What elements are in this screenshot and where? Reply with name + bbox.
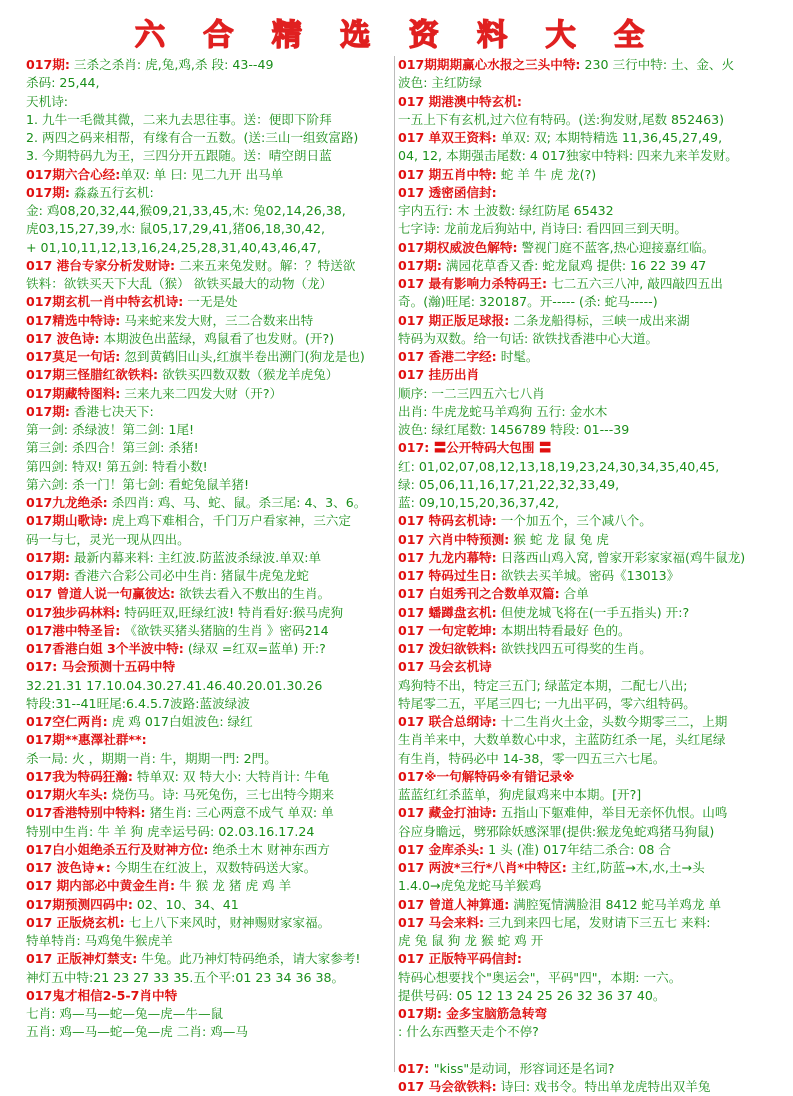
right-line-heading: 017 最有影响力杀特码王: — [398, 276, 548, 291]
right-line-heading: 017 蟠蹲盘玄机: — [398, 604, 497, 620]
left-line-heading: 017香港白姐 3个半波中特: — [26, 641, 184, 656]
right-line — [398, 604, 770, 622]
right-line — [398, 202, 770, 220]
left-line-heading: 017 正版烧玄机: — [26, 914, 125, 930]
right-line-text: 特尾零二五，平尾三四七; 一九出平码，零六组特码。 — [398, 695, 696, 711]
right-line-text: 宇内五行: 木 土波数: 绿红防尾 65432 — [398, 203, 614, 218]
right-line-text: 合单 — [559, 586, 589, 602]
left-line — [26, 750, 392, 768]
right-line-heading: 017 期正版足球报: — [398, 312, 510, 328]
left-line-heading: 017白小姐绝杀五行及财神方位: — [26, 841, 209, 857]
right-line-heading: 017 白姐秀刊之合数单双篇: — [398, 586, 560, 602]
left-line-heading: 017期: — [26, 184, 70, 200]
left-line — [26, 877, 392, 895]
right-line — [398, 1078, 770, 1096]
right-line — [398, 969, 770, 987]
right-line — [398, 549, 770, 567]
left-line-heading: 017期玄机一肖中特玄机诗: — [26, 294, 184, 310]
left-line — [26, 220, 392, 238]
right-line-heading: 017 两波*三行*八肖*中特区: — [398, 860, 567, 875]
right-line — [398, 1060, 770, 1078]
right-line-heading: 017 曾道人神算通: — [398, 896, 510, 912]
right-line-text: 绿: 05,06,11,16,17,21,22,32,33,49, — [398, 476, 620, 492]
left-line-text: 香港七决天下: — [69, 403, 154, 419]
right-line-heading: 017 马会欲铁料: — [398, 1079, 497, 1094]
left-line — [26, 640, 392, 658]
left-line — [26, 932, 392, 950]
left-line-text: 二来五来兔发财。解：？特送欲 — [175, 257, 356, 273]
right-line-heading: 017 挂历出肖 — [398, 367, 480, 383]
left-line-text: 第六剑: 杀一门！第七剑: 看蛇兔鼠羊猪! — [26, 476, 250, 492]
left-column — [26, 56, 392, 1074]
right-line-text: 提供号码: 05 12 13 24 25 26 32 36 37 40。 — [398, 987, 666, 1003]
left-line — [26, 859, 392, 877]
right-line-text: 猴 蛇 龙 鼠 兔 虎 — [509, 531, 609, 547]
left-line-text: 特单双: 双 特大小: 大特肖计: 牛龟 — [132, 768, 330, 784]
left-line — [26, 896, 392, 914]
left-line — [26, 531, 392, 549]
left-line-text: 神灯五中特:21 23 27 33 35.五个平:01 23 34 36 38。 — [26, 969, 345, 985]
left-line-text: 第一剑: 杀绿波！第二剑: 1尾! — [26, 422, 195, 437]
right-line — [398, 987, 770, 1005]
right-line — [398, 74, 770, 92]
right-line — [398, 1042, 770, 1060]
left-line-heading: 017期: — [26, 549, 70, 565]
left-line-heading: 017 港台专家分析发财诗: — [26, 257, 176, 273]
right-line-text: 一五上下有玄机,过六位有特码。(送:狗发财,尾数 852463) — [398, 111, 725, 127]
left-line — [26, 786, 392, 804]
left-line-text: 第三剑: 杀四合！第三剑: 杀猪! — [26, 440, 199, 456]
right-line-text: 出肖: 牛虎龙蛇马羊鸡狗 五行: 金水木 — [398, 403, 608, 419]
right-line-text: 特码为双数。给一句话: 欲铁找香港中心大道。 — [398, 330, 659, 346]
left-line-heading: 017期三怪腊红欲铁料: — [26, 367, 159, 383]
left-line-text: + 01,10,11,12,13,16,24,25,28,31,40,43,46,47, — [26, 239, 321, 255]
right-line — [398, 1005, 770, 1023]
left-line-heading: 017期六合心经: — [26, 166, 121, 182]
left-line — [26, 494, 392, 512]
left-line — [26, 1023, 392, 1041]
right-line-heading: 017期权威波色解特: — [398, 239, 518, 255]
right-line-heading: 017期期期赢心水报之三头中特: — [398, 57, 581, 72]
right-line-text: 虎 兔 鼠 狗 龙 猴 蛇 鸡 开 — [398, 933, 544, 948]
left-line-heading: 017 正版神灯禁支: — [26, 951, 138, 967]
right-line-heading: 017 金库杀头: — [398, 841, 485, 857]
right-line-text: 鸡狗特不出，特定三五门; 绿蓝定本期，二配七八出; — [398, 677, 688, 693]
right-line-text: 1.4.0→虎兔龙蛇马羊猴鸡 — [398, 878, 542, 894]
right-line — [398, 239, 770, 257]
right-line-heading: 017: 〓公开特码大包围 〓 — [398, 440, 552, 456]
left-line-text: 《欲铁买猪头猪脑的生肖 》密码214 — [120, 622, 329, 638]
page-title-text: 六 合 精 选 资 料 大 全 — [134, 18, 659, 53]
right-line — [398, 677, 770, 695]
right-line — [398, 786, 770, 804]
left-line-text: 五肖: 鸡—马—蛇—兔—虎 二肖: 鸡—马 — [26, 1024, 248, 1040]
left-line — [26, 56, 392, 74]
left-line — [26, 987, 392, 1005]
left-line — [26, 184, 392, 202]
left-line-text: 特单特肖: 马鸡兔牛猴虎羊 — [26, 933, 173, 948]
right-line — [398, 403, 770, 421]
left-line — [26, 969, 392, 987]
right-line — [398, 658, 770, 676]
left-line-text: 忽到黄鹤旧山头,红旗半卷出溯门(狗龙是也) — [120, 349, 365, 364]
right-line — [398, 841, 770, 859]
left-line-text: 特别中生肖: 牛 羊 狗 虎幸运号码: 02.03.16.17.24 — [26, 823, 315, 839]
right-line-text: 蓝: 09,10,15,20,36,37,42, — [398, 495, 560, 510]
left-line — [26, 348, 392, 366]
left-line — [26, 239, 392, 257]
right-line-heading: 017期: — [398, 257, 442, 273]
right-line — [398, 257, 770, 275]
left-line — [26, 312, 392, 330]
right-line-text: 日落西山鸡入窝, 曾家开彩家家福(鸡牛鼠龙) — [496, 549, 746, 565]
right-line — [398, 385, 770, 403]
right-line-text: 04, 12, 本期强击尾数: 4 017独家中特料: 四来九来羊发财。 — [398, 148, 738, 164]
right-line-text: 蛇 羊 牛 虎 龙(?) — [496, 166, 597, 182]
left-line — [26, 293, 392, 311]
left-line-heading: 017空仁两肖: — [26, 714, 108, 729]
right-line — [398, 731, 770, 749]
right-line-text: 本期出特看最好 色的。 — [496, 622, 631, 638]
left-line — [26, 1005, 392, 1023]
left-line-text: 马来蛇来发大财，三二合数来出特 — [120, 312, 314, 328]
right-line — [398, 823, 770, 841]
right-line-text: : 什么东西整天走个不停? — [398, 1024, 539, 1040]
right-line — [398, 567, 770, 585]
left-line — [26, 841, 392, 859]
left-line-text: 猪生肖: 三心两意不成气 单双: 单 — [145, 805, 334, 821]
right-line-text: 蓝蓝红红杀蓝单，狗虎鼠鸡来中本期。[开?] — [398, 787, 642, 802]
left-line-text: 绝杀土木 财神东西方 — [208, 841, 330, 857]
right-line — [398, 585, 770, 603]
right-line-text: 满园花草香又香: 蛇龙鼠鸡 提供: 16 22 39 47 — [441, 257, 707, 273]
left-line — [26, 804, 392, 822]
left-line-heading: 017 曾道人说一句赢彼达: — [26, 586, 176, 602]
right-line-text: 警视门庭不蓝客,热心迎接嘉红临。 — [517, 239, 715, 255]
left-line — [26, 421, 392, 439]
right-line-text: 五指山下躯难伸，举目无亲怀仇恨。山鸣 — [496, 805, 728, 821]
left-line — [26, 147, 392, 165]
left-line-text: 1. 九牛一毛微其微，二来九去思往事。送：便即下阶拜 — [26, 111, 332, 127]
right-line-text: 三九到来四七尾，发财请下三五七 来料: — [484, 914, 711, 930]
right-line-text: 七二五六三八冲, 敲四敲四五出 — [547, 276, 723, 291]
right-line-text: 二条龙船得标，三峡一成出来湖 — [509, 312, 690, 328]
left-line-text: 金: 鸡08,20,32,44,猴09,21,33,45,木: 兔02,14,26,38, — [26, 203, 346, 218]
left-line-text: 虎 鸡 017白姐波色: 绿红 — [107, 714, 253, 729]
right-line — [398, 640, 770, 658]
left-line-text: 今期生在红波上，双数特码送大家。 — [110, 860, 317, 875]
right-line — [398, 877, 770, 895]
left-line-text: 32.21.31 17.10.04.30.27.41.46.40.20.01.30.26 — [26, 677, 323, 693]
right-line-heading: 017 一句定乾坤: — [398, 622, 497, 638]
right-line-text: 单双: 双; 本期特精选 11,36,45,27,49, — [496, 130, 723, 145]
right-line-text: 七字诗: 龙前龙后狗站中, 肖诗曰: 看四回三到天明。 — [398, 221, 687, 237]
right-line-heading: 017 香港二字经: — [398, 349, 497, 364]
left-line-text: 3. 今期特码九为王，三四分开五跟随。送：晴空朗日蓝 — [26, 148, 332, 164]
right-line — [398, 512, 770, 530]
left-line-text: 淼淼五行玄机: — [69, 184, 154, 200]
left-line-heading: 017 波色诗★: — [26, 860, 111, 875]
right-line — [398, 713, 770, 731]
right-line — [398, 750, 770, 768]
right-line — [398, 439, 770, 457]
right-line-heading: 017 泼妇欲铁料: — [398, 641, 497, 656]
left-line-text: 杀码: 25,44, — [26, 75, 100, 91]
right-line — [398, 622, 770, 640]
left-line-text: 牛 猴 龙 猪 虎 鸡 羊 — [175, 878, 292, 894]
left-line — [26, 458, 392, 476]
left-line-text: 七上八下来风时，财神赐财家家福。 — [124, 914, 331, 930]
left-line — [26, 695, 392, 713]
right-line-text: 诗曰: 戏书令。特出单龙虎特出双羊兔 — [496, 1079, 711, 1094]
left-line-heading: 017 波色诗: — [26, 330, 100, 346]
right-line-text: 奇。(瀚)旺尾: 320187。开----- (杀: 蛇马-----) — [398, 294, 658, 310]
left-line-text: 特段:31--41旺尾:6.4.5.7波路:蓝波绿波 — [26, 695, 250, 711]
right-line — [398, 531, 770, 549]
right-line — [398, 458, 770, 476]
right-line-heading: 017 联合总纲诗: — [398, 714, 497, 729]
right-line-text: 满腔冤情满脸泪 8412 蛇马羊鸡龙 单 — [509, 896, 722, 912]
left-line — [26, 257, 392, 275]
left-line — [26, 330, 392, 348]
left-line-heading: 017期火车头: — [26, 787, 108, 802]
left-line-text: 杀四肖: 鸡、马、蛇、鼠。杀三尾: 4、3、6。 — [107, 495, 367, 510]
left-line — [26, 275, 392, 293]
right-line — [398, 914, 770, 932]
left-line-text: (绿双 =红双=蓝单) 开:? — [183, 641, 326, 656]
right-line-text: "kiss"是动词，形容词还是名词? — [433, 1060, 615, 1076]
right-line-text: 波色: 绿红尾数: 1456789 特段: 01---39 — [398, 422, 630, 437]
left-line-heading: 017期: — [26, 403, 70, 419]
left-line-text: 天机诗: — [26, 93, 69, 109]
right-line-text: 谷应身瞻远，劈邪除妖感深罪(提供:猴龙兔蛇鸡猪马狗鼠) — [398, 823, 715, 839]
left-line-heading: 017精选中特诗: — [26, 312, 121, 328]
left-line-heading: 017: 马会预测十五码中特 — [26, 659, 176, 675]
right-line — [398, 932, 770, 950]
left-line-heading: 017期: — [26, 57, 70, 72]
left-line-text: 铁料：欲铁买天下大乱（猴） 欲铁买最大的动物（龙） — [26, 276, 333, 291]
right-line-text: 有生肖，特码必中 14-38，零一四五三六七尾。 — [398, 750, 666, 766]
left-line-text: 欲铁去看入不敷出的生肖。 — [175, 586, 331, 602]
right-line — [398, 275, 770, 293]
left-line-heading: 017鬼才相信2-5-7肖中特 — [26, 987, 178, 1003]
right-line-text: 欲铁找四五可得奖的生肖。 — [496, 641, 652, 656]
right-line — [398, 804, 770, 822]
left-line — [26, 111, 392, 129]
left-line-heading: 017港中特圣旨: — [26, 622, 121, 638]
right-line — [398, 147, 770, 165]
right-line-heading: 017期: 金多宝脑筋急转弯 — [398, 1006, 548, 1021]
right-line — [398, 293, 770, 311]
right-line — [398, 129, 770, 147]
left-line-heading: 017我为特码狂瀚: — [26, 768, 133, 784]
left-line-text: 香港六合彩公司必中生肖: 猪鼠牛虎兔龙蛇 — [69, 568, 309, 583]
left-line-text: 虎上鸡下难相合，千门万户看家神，三六定 — [107, 513, 351, 529]
left-line-heading: 017独步码林料: — [26, 604, 121, 620]
left-line — [26, 202, 392, 220]
left-line-text: 2. 两四之码来相帮，有缘有合一五数。(送:三山一组致富路) — [26, 130, 359, 145]
right-line-text: 十二生肖火土金，头数今期零三二，上期 — [496, 714, 728, 729]
right-line-heading: 017 特码玄机诗: — [398, 513, 497, 529]
left-line — [26, 476, 392, 494]
right-line — [398, 476, 770, 494]
left-line-heading: 017期: — [26, 568, 70, 583]
left-line — [26, 768, 392, 786]
left-line — [26, 129, 392, 147]
right-line-text: 但使龙城飞将在(一手五指头) 开:? — [496, 604, 690, 620]
right-line-heading: 017 正版特平码信封: — [398, 951, 522, 967]
left-line — [26, 677, 392, 695]
right-line — [398, 56, 770, 74]
left-line — [26, 914, 392, 932]
right-line-text: 1 头 (准) 017年结二杀合: 08 合 — [484, 841, 672, 857]
left-line — [26, 403, 392, 421]
left-line — [26, 713, 392, 731]
right-column — [398, 56, 770, 1094]
left-line — [26, 585, 392, 603]
right-line-heading: 017 单双王资料: — [398, 130, 497, 145]
right-line — [398, 366, 770, 384]
right-line-text: 顺序: 一二三四五六七八肖 — [398, 385, 545, 401]
left-line-text: 虎03,15,27,39,水: 鼠05,17,29,41,猪06,18,30,42, — [26, 221, 325, 237]
left-line-heading: 017香港特别中特料: — [26, 805, 146, 821]
left-line-text: 三来九来二四发大财（开?） — [120, 385, 283, 401]
right-line — [398, 184, 770, 202]
right-line — [398, 93, 770, 111]
left-line-text: 第四剑: 特双! 第五剑: 特看小数! — [26, 458, 208, 474]
right-line-heading: 017 透密函信封: — [398, 184, 497, 200]
left-line-text: 02、10、34、41 — [132, 896, 239, 912]
right-line — [398, 950, 770, 968]
right-line-text: 红: 01,02,07,08,12,13,18,19,23,24,30,34,35,40,45, — [398, 458, 720, 474]
right-line — [398, 312, 770, 330]
right-line-text: 生肖羊来中，大数单数心中求，主蓝防红杀一尾，头红尾绿 — [398, 732, 726, 748]
right-line-heading: 017 六肖中特预测: — [398, 531, 510, 547]
left-line — [26, 622, 392, 640]
left-line-text: 七肖: 鸡—马—蛇—兔—虎—牛—鼠 — [26, 1006, 224, 1021]
right-line-heading: 017 特码过生日: — [398, 568, 497, 583]
right-line-text: 时髦。 — [496, 349, 539, 364]
right-line-heading: 017 期五肖中特: — [398, 166, 497, 182]
left-line — [26, 731, 392, 749]
left-line — [26, 385, 392, 403]
left-line — [26, 166, 392, 184]
left-line-text: 三杀之杀肖: 虎,兔,鸡,杀 段: 43--49 — [69, 57, 274, 72]
left-line-heading: 017期**惠澤社群**: — [26, 732, 147, 748]
right-line-heading: 017 期港澳中特玄机: — [398, 93, 522, 109]
left-line-heading: 017莫足一句话: — [26, 349, 121, 364]
right-line — [398, 494, 770, 512]
left-line — [26, 439, 392, 457]
right-line-heading: 017※一句解特码※有错记录※ — [398, 768, 575, 784]
left-line — [26, 604, 392, 622]
left-line-text: 码一与七，灵光一现从四出。 — [26, 531, 190, 547]
left-line-text: 单双: 单 曰: 见二九开 出马单 — [120, 166, 284, 182]
right-line — [398, 896, 770, 914]
right-line — [398, 166, 770, 184]
right-line-text: 一个加五个，三个减八个。 — [496, 513, 652, 529]
left-line-text: 牛兔。此乃神灯特码绝杀，请大家参考! — [137, 951, 361, 967]
left-line-heading: 017期山歌诗: — [26, 513, 108, 529]
right-line — [398, 859, 770, 877]
left-line-heading: 017九龙绝杀: — [26, 495, 108, 510]
right-line — [398, 348, 770, 366]
right-line — [398, 1023, 770, 1041]
left-line-text: 烧伤马。诗: 马死兔伤，三七出特今期来 — [107, 787, 335, 802]
column-divider — [394, 56, 395, 1072]
right-line-heading: 017 马会来料: — [398, 914, 485, 930]
right-line-text: 230 三行中特: 土、金、火 — [580, 57, 735, 72]
right-line — [398, 695, 770, 713]
right-line-text: 波色: 主红防绿 — [398, 75, 482, 91]
left-line — [26, 74, 392, 92]
left-line — [26, 549, 392, 567]
left-line-heading: 017期藏特图料: — [26, 385, 121, 401]
right-line — [398, 330, 770, 348]
left-line-text: 一无是处 — [183, 294, 238, 310]
left-line-text: 欲铁买四数双数（猴龙羊虎兔） — [158, 367, 339, 383]
left-line — [26, 567, 392, 585]
right-line-heading: 017: — [398, 1060, 434, 1076]
right-line-heading: 017 马会玄机诗 — [398, 659, 492, 675]
right-line — [398, 111, 770, 129]
left-line-heading: 017期预测四码中: — [26, 896, 133, 912]
left-line — [26, 950, 392, 968]
right-line-text: 欲铁去买羊城。密码《13013》 — [496, 568, 680, 583]
left-line — [26, 823, 392, 841]
right-line — [398, 220, 770, 238]
left-line — [26, 366, 392, 384]
right-line — [398, 768, 770, 786]
right-line-text: 主红,防蓝→木,水,土→头 — [566, 860, 705, 875]
left-line — [26, 93, 392, 111]
left-line-heading: 017 期内部必中黄金生肖: — [26, 878, 176, 894]
left-line-text: 本期波色出蓝绿，鸡鼠看了也发财。(开?) — [99, 330, 335, 346]
left-line-text: 特码旺双,旺绿红波! 特肖看好:猴马虎狗 — [120, 604, 344, 620]
right-line — [398, 421, 770, 439]
right-line-heading: 017 九龙内幕特: — [398, 549, 497, 565]
left-line — [26, 512, 392, 530]
left-line-text: 杀一局: 火 ，期期一肖: 牛，期期一門: 2門。 — [26, 750, 277, 766]
left-line — [26, 658, 392, 676]
page-title — [0, 10, 793, 54]
left-line-text: 最新内幕来料: 主红波.防蓝波杀绿波.单双:单 — [69, 549, 322, 565]
right-line-text: 特码心想要找个"奥运会"，平码"四"，本期: 一六。 — [398, 969, 682, 985]
right-line-heading: 017 藏金打油诗: — [398, 805, 497, 821]
